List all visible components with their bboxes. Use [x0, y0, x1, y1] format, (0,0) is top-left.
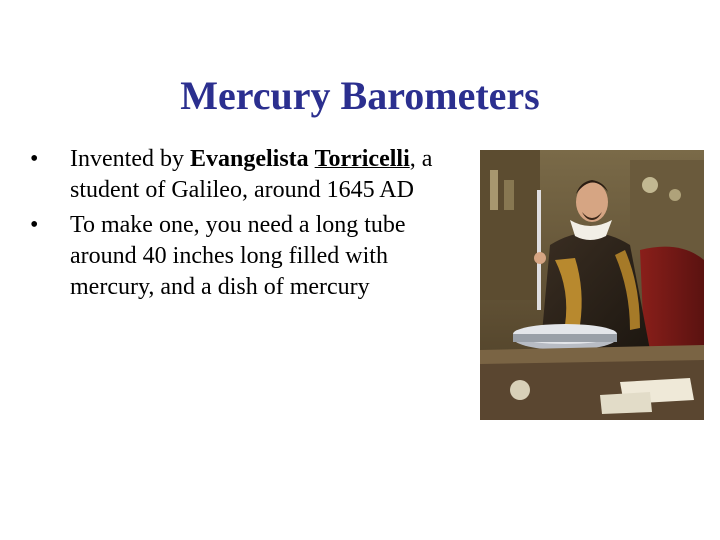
bullet-text: To make one, you need a long tube around 40 inches long filled with mercury, and a dish of mercury: [70, 212, 406, 300]
bullet-marker: •: [30, 212, 39, 238]
slide-title: Mercury Barometers: [180, 73, 540, 118]
torricelli-portrait-illustration: [480, 150, 704, 420]
bullet-item: [28, 144, 468, 206]
bullet-marker: •: [30, 146, 39, 172]
bullet-text-after: , a student of Galileo, around 1645 AD: [70, 146, 433, 203]
bullet-bold-name-last: Torricelli: [314, 146, 410, 172]
bullet-item: [28, 210, 468, 303]
bullet-text-before: Invented by: [70, 146, 190, 172]
bullet-list: [28, 144, 468, 307]
bullet-bold-name-first: Evangelista: [189, 146, 309, 172]
